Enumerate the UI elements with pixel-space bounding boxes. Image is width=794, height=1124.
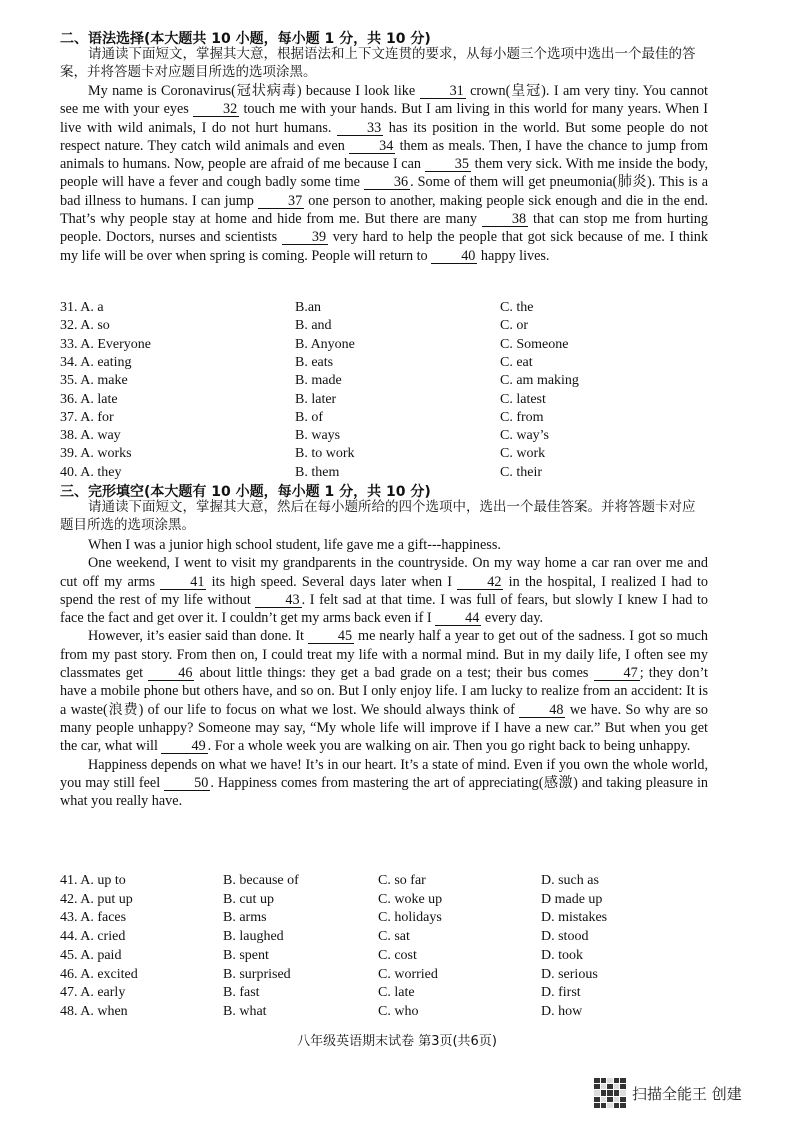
answer-option: B. fast — [223, 985, 260, 1001]
section-2-title: 二、语法选择(本大题共 10 小题，每小题 1 分，共 10 分) — [60, 31, 431, 47]
answer-option: 44. A. cried — [60, 929, 126, 945]
answer-blank: 42 — [457, 575, 503, 590]
answer-option: 47. A. early — [60, 985, 126, 1001]
answer-blank: 48 — [519, 703, 565, 718]
answer-option: D. took — [541, 947, 583, 963]
answer-option: B. spent — [223, 947, 269, 963]
answer-blank: 32 — [193, 102, 239, 117]
answer-blank: 37 — [258, 194, 304, 209]
answer-option: B. because of — [223, 873, 299, 888]
answer-option: B. ways — [295, 428, 341, 444]
answer-option: B. made — [295, 373, 342, 389]
section-3-title: 三、完形填空(本大题有 10 小题，每小题 1 分，共 10 分) — [60, 484, 431, 500]
answer-blank: 35 — [425, 157, 471, 172]
answer-option: D made up — [541, 891, 603, 907]
answer-blank: 41 — [160, 575, 206, 590]
answer-option: 43. A. faces — [60, 910, 127, 926]
answer-option: 40. A. they — [60, 464, 122, 480]
answer-option: C. worried — [378, 966, 438, 982]
answer-option: B. cut up — [223, 891, 274, 907]
answer-option: 35. A. make — [60, 373, 128, 389]
answer-blank: 50 — [164, 776, 210, 791]
answer-option: D. how — [541, 1003, 583, 1019]
passage-paragraph: Happiness depends on what we have! It’s in our heart. It’s a state of mind. Even if you own the whole world, you may still feel 50 . Happiness comes from mastering the art of appreciating(感激) and taking pleasure in what you really have. — [60, 756, 708, 810]
answer-option: C. work — [500, 446, 546, 462]
page-footer: 八年级英语期末试卷 第3页(共6页) — [297, 1034, 497, 1049]
answer-option: B. surprised — [223, 966, 291, 982]
passage-paragraph: When I was a junior high school student, life gave me a gift---happiness. — [88, 537, 501, 553]
answer-option: 38. A. way — [60, 428, 121, 444]
answer-option: C. the — [500, 300, 534, 315]
answer-option: 39. A. works — [60, 446, 132, 462]
answer-option: 33. A. Everyone — [60, 336, 151, 352]
answer-option: B. of — [295, 409, 323, 425]
answer-blank: 33 — [337, 121, 383, 136]
answer-option: B. and — [295, 318, 332, 334]
answer-blank: 34 — [349, 139, 395, 154]
answer-option: B.an — [295, 300, 322, 315]
answer-blank: 31 — [420, 84, 466, 99]
answer-option: D. such as — [541, 873, 599, 888]
section-2-passage — [60, 82, 708, 265]
watermark-text: 扫描全能王 创建 — [632, 1084, 742, 1103]
answer-blank: 49 — [161, 739, 207, 754]
section-3-passage — [60, 536, 708, 810]
answer-blank: 36 — [364, 175, 410, 190]
answer-option: C. holidays — [378, 910, 442, 926]
answer-option: B. Anyone — [295, 336, 355, 352]
answer-option: C. woke up — [378, 891, 443, 907]
passage-paragraph: My name is Coronavirus(冠状病毒) because I look like 31 crown(皇冠). I am very tiny. You cannot see me with your eyes 32 touch me with your hands. But I am living in this world for many years. When I live with wild animals, I do not hurt humans. 33 has its position in the world. But some people do not respect nature. They catch wild animals and even 34 them as meals. Then, I have the chance to jump from animals to humans. Now, people are afraid of me because I can 35 them very sick. With me inside the body, people will have a fever and cough badly some time 36 . Some of them will get pneumonia(肺炎). This is a bad illness to humans. I can jump 37 one person to another, making people sick enough and die in the end. That’s why people stay at home and hide from me. But there are many 38 that can stop me from hurting people. Doctors, nurses and scientists 39 very hard to help the people that got sick because of me. I think my life will be over when spring is coming. People will return to 40 happy lives. — [60, 83, 708, 264]
answer-option: 48. A. when — [60, 1003, 128, 1019]
passage-paragraph: One weekend, I went to visit my grandparents in the countryside. On my way home a car ran over me and cut off my arms 41 its high speed. Several days later when I 42 in the hospital, I realized I had to spend the rest of my life without 43 . I felt sad at that time. I was full of fears, but slowly I knew I had to face the fact and get over it. I couldn’t get my arms back even if I 44 every day. — [60, 555, 709, 627]
scanner-watermark — [594, 1078, 742, 1108]
answer-option: D. first — [541, 985, 581, 1001]
answer-option: C. am making — [500, 373, 579, 389]
answer-option: B. them — [295, 464, 340, 480]
answer-option: C. from — [500, 409, 544, 425]
answer-blank: 40 — [431, 249, 477, 264]
answer-option: C. who — [378, 1003, 419, 1019]
answer-blank: 45 — [308, 629, 354, 644]
answer-option: D. mistakes — [541, 910, 608, 926]
answer-blank: 44 — [435, 611, 481, 626]
answer-option: C. late — [378, 985, 415, 1001]
answer-option: D. stood — [541, 929, 589, 945]
answer-option: 45. A. paid — [60, 947, 122, 963]
answer-option: B. eats — [295, 354, 334, 370]
answer-option: 36. A. late — [60, 391, 118, 407]
answer-option: 31. A. a — [60, 300, 104, 315]
answer-blank: 43 — [255, 593, 301, 608]
answer-option: C. way’s — [500, 428, 549, 444]
answer-option: C. so far — [378, 873, 426, 888]
answer-option: B. to work — [295, 446, 355, 462]
answer-option: C. sat — [378, 929, 410, 945]
answer-blank: 38 — [482, 212, 528, 227]
answer-option: 42. A. put up — [60, 891, 133, 907]
answer-option: B. later — [295, 391, 337, 407]
qr-code-icon — [594, 1078, 626, 1108]
answer-option: 32. A. so — [60, 318, 110, 334]
passage-paragraph: However, it’s easier said than done. It 45 me nearly half a year to get out of the sadness. I got so much from my past story. From then on, I could treat my life with a normal mind. But in my daily life, I often see my classmates get 46 about little things: they get a bad grade on a test; their bus comes 47 ; they don’t have a mobile phone but others have, and so on. But I only enjoy life. I am lucky to realize from an accident: It is a waste(浪费) of our life to focus on what we lost. We should always think of 48 we have. So why are so many people unhappy? Someone may say, “My whole life will improve if I have a new car.” But when you get the car, what will 49 . For a whole week you are walking on air. Then you go right back to being unhappy. — [60, 628, 709, 755]
answer-option: C. cost — [378, 947, 417, 963]
section-3-instruction: 请通读下面短文，掌握其大意，然后在每小题所给的四个选项中，选出一个最佳答案。并将答题卡对应题目所选的选项涂黑。 — [60, 499, 696, 534]
answer-option: B. what — [223, 1003, 267, 1019]
answer-option: 37. A. for — [60, 409, 114, 425]
answer-blank: 46 — [148, 666, 194, 681]
answer-option: C. eat — [500, 354, 533, 370]
answer-option: 46. A. excited — [60, 966, 138, 982]
answer-option: B. arms — [223, 910, 267, 926]
answer-option: B. laughed — [223, 929, 284, 945]
answer-blank: 47 — [594, 666, 640, 681]
answer-option: C. or — [500, 318, 528, 334]
answer-option: D. serious — [541, 966, 598, 982]
section-2-instruction: 请通读下面短文，掌握其大意，根据语法和上下文连贯的要求，从每小题三个选项中选出一个最佳的答案，并将答题卡对应题目所选的选项涂黑。 — [60, 46, 696, 81]
answer-option: C. Someone — [500, 336, 569, 352]
answer-blank: 39 — [282, 230, 328, 245]
answer-option: 41. A. up to — [60, 873, 126, 888]
answer-option: 34. A. eating — [60, 354, 132, 370]
answer-option: C. their — [500, 464, 542, 480]
answer-option: C. latest — [500, 391, 546, 407]
